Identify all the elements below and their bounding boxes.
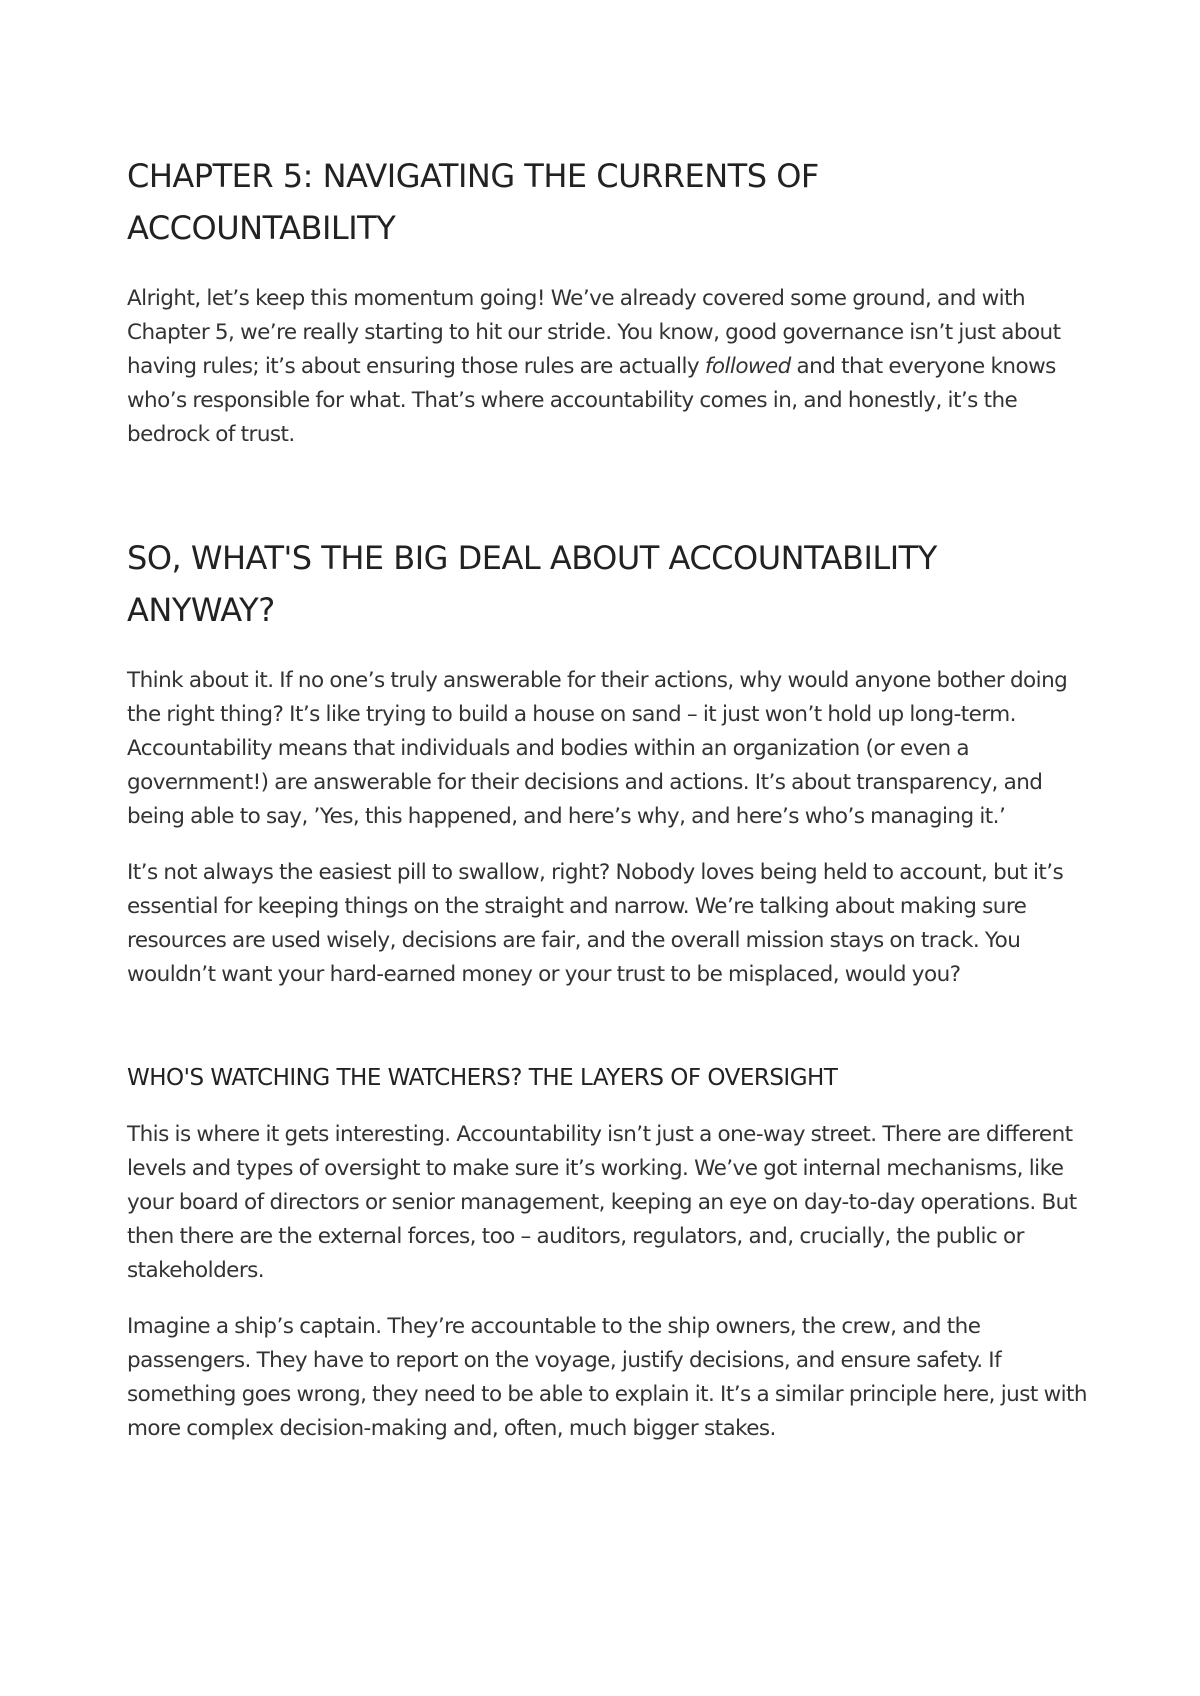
subsection-paragraph-1: This is where it gets interesting. Accountability isn’t just a one-way street. There are different levels and types of oversight to make sure it’s working. We’ve got internal mechanisms, like your board of directors or senior management, keeping an eye on day-to-day operations. But then there are the external forces, too – auditors, regulators, and, crucially, the public or stakeholders. (127, 1122, 1077, 1283)
intro-emphasis: followed (704, 354, 791, 379)
document-page (127, 150, 1087, 1468)
section-paragraph-2: It’s not always the easiest pill to swallow, right? Nobody loves being held to account, but it’s essential for keeping things on the straight and narrow. We’re talking about making sure resources are used wisely, decisions are fair, and the overall mission stays on track. You wouldn’t want your hard-earned money or your trust to be misplaced, would you? (127, 860, 1064, 987)
intro-paragraph (127, 282, 1087, 452)
subsection-paragraph-2: Imagine a ship’s captain. They’re accountable to the ship owners, the crew, and the passengers. They have to report on the voyage, justify decisions, and ensure safety. If something goes wrong, they need to be able to explain it. It’s a similar principle here, just with more complex decision-making and, often, much bigger stakes. (127, 1314, 1087, 1441)
section-paragraph-1: Think about it. If no one’s truly answerable for their actions, why would anyone bother doing the right thing? It’s like trying to build a house on sand – it just won’t hold up long-term. Accountability means that individuals and bodies within an organization (or even a government!) are answerable for their decisions and actions. It’s about transparency, and being able to say, ’Yes, this happened, and here’s why, and here’s who’s managing it.’ (127, 668, 1068, 829)
intro-text-start: Alright, let’s keep this momentum going! We’ve already covered some ground, and with Chapter 5, we’re really starting to hit our stride. You know, good governance isn’t just about having rules; it’s about ensuring those rules are actually (127, 286, 1061, 379)
chapter-title: CHAPTER 5: NAVIGATING THE CURRENTS OF ACCOUNTABILITY (127, 157, 819, 247)
intro-text-end: and that everyone knows who’s responsible for what. That’s where accountability comes in, and honestly, it’s the bedrock of trust. (127, 354, 1056, 447)
section-title: SO, WHAT'S THE BIG DEAL ABOUT ACCOUNTABILITY ANYWAY? (127, 539, 937, 629)
subsection-title: WHO'S WATCHING THE WATCHERS? THE LAYERS OF OVERSIGHT (127, 1065, 838, 1091)
